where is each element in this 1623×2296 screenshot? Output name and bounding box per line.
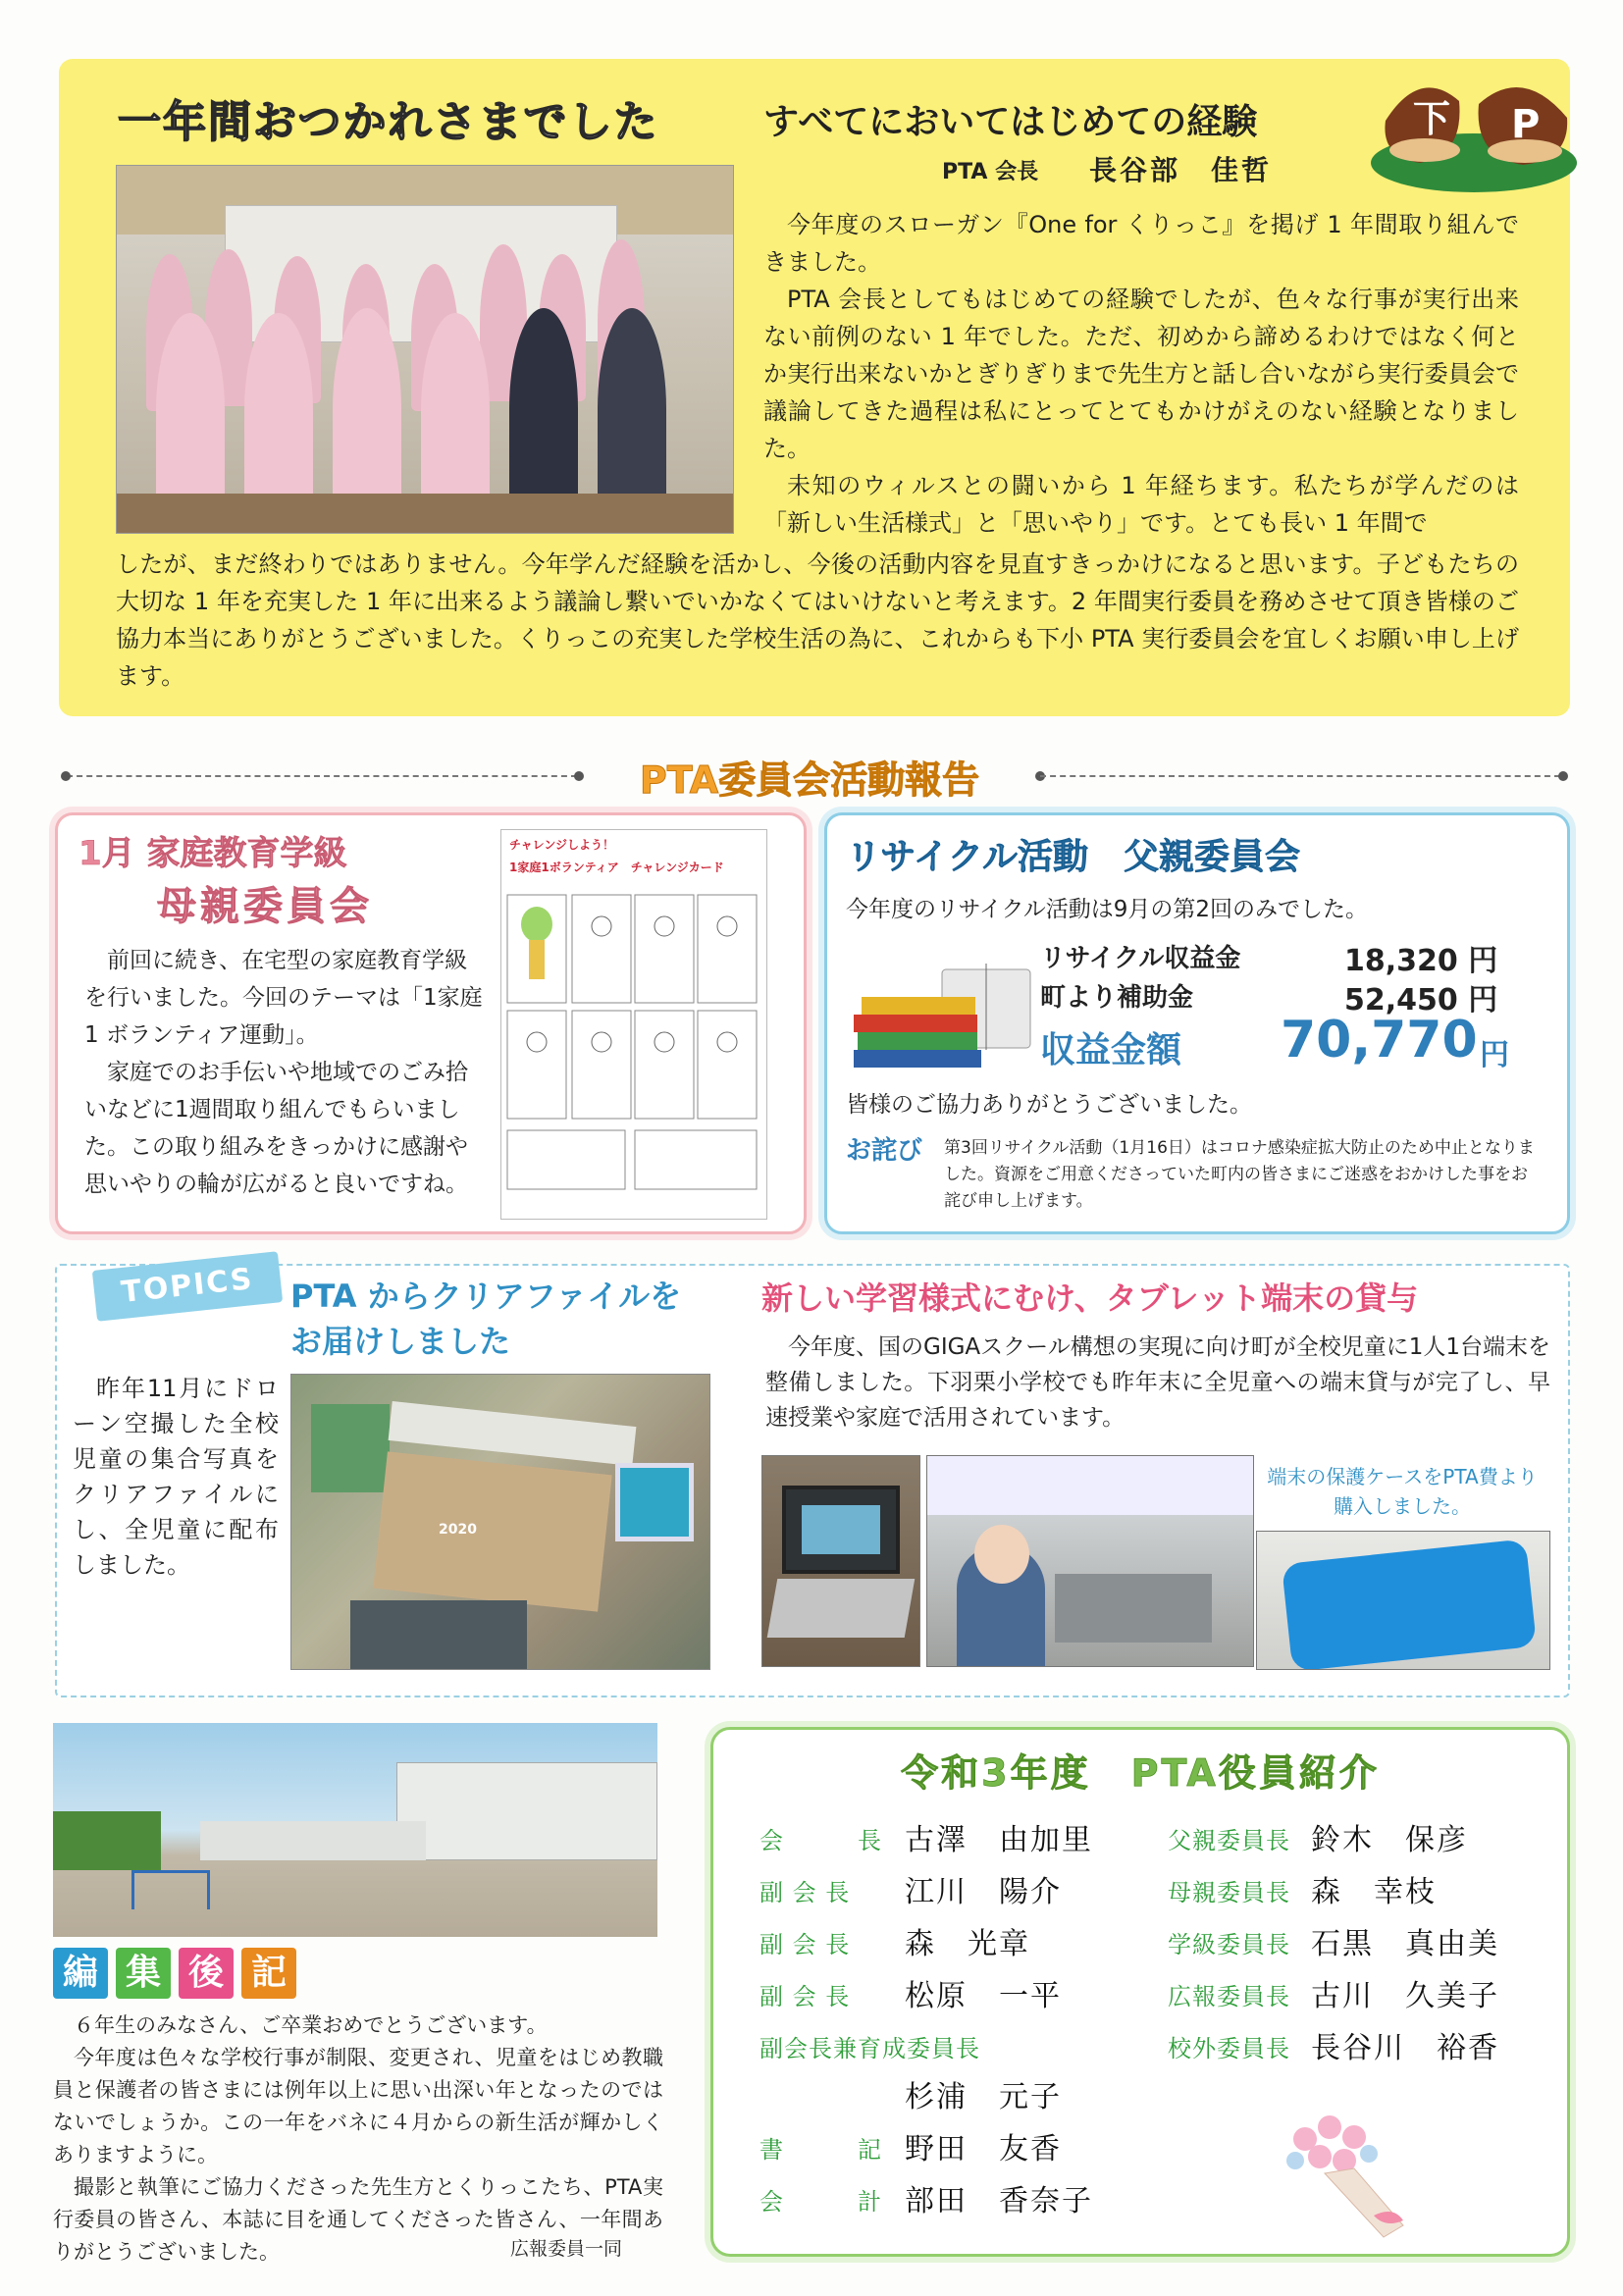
- case-caption: 端末の保護ケースをPTA費より購入しました。: [1267, 1465, 1538, 1518]
- officer-role: 校外委員長: [1168, 2035, 1290, 2062]
- tablet-title: 新しい学習様式にむけ、タブレット端末の貸与: [761, 1279, 1419, 1317]
- divider-right: [1040, 775, 1560, 777]
- divider-left: [67, 775, 577, 777]
- subsidy-label: 町より補助金: [1040, 983, 1194, 1013]
- editor-title-char: 編: [53, 1948, 108, 1999]
- officers-title: 令和3年度 PTA役員紹介: [901, 1751, 1380, 1795]
- officer-role: 副 会 長: [759, 1879, 851, 1906]
- officer-name: 石黒 真由美: [1311, 1927, 1499, 1961]
- message-subtitle: すべてにおいてはじめての経験: [763, 102, 1258, 142]
- committee-group-photo: [116, 165, 734, 534]
- editor-title-char: 後: [179, 1948, 234, 1999]
- card-title: 1家庭1ボランティア チャレンジカード: [509, 861, 724, 874]
- mother-committee-name: 母親委員会: [157, 884, 373, 929]
- author-name: 長谷部 佳哲: [1089, 154, 1273, 186]
- mother-committee-text: [84, 942, 487, 1203]
- page-title: 一年間おつかれさまでした: [118, 97, 659, 147]
- tablet-text: 今年度、国のGIGAスクール構想の実現に向け町が全校児童に1人1台端末を整備しました。下羽栗小学校でも昨年末に全児童への端末貸与が完了し、早速授業や家庭で活用されています。: [765, 1334, 1550, 1431]
- divider-dot: [574, 771, 584, 781]
- officer-role: 副 会 長: [759, 1983, 851, 2010]
- recycle-income-value: 18,320 円: [1344, 944, 1498, 978]
- officer-role: 副 会 長: [759, 1931, 851, 1958]
- drone-year-text: 2020: [439, 1522, 477, 1538]
- classroom-photo: [926, 1455, 1254, 1667]
- officer-name: 江川 陽介: [905, 1875, 1062, 1909]
- apology-text: 第3回リサイクル活動（1月16日）はコロナ感染症拡大防止のため中止となりました。資源をご用意くださっていた町内の皆さまにご迷惑をおかけした事をお詫び申し上げます。: [944, 1138, 1535, 1211]
- editor-paragraph: ６年生のみなさん、ご卒業おめでとうございます。: [74, 2013, 548, 2037]
- officer-name: 部田 香奈子: [905, 2184, 1093, 2218]
- father-thanks: 皆様のご協力ありがとうございました。: [846, 1092, 1252, 1118]
- drone-aerial-photo: [290, 1374, 710, 1670]
- officer-name: 森 幸枝: [1311, 1875, 1437, 1909]
- tablet-case-photo: [1256, 1531, 1550, 1670]
- chestnut-logo-icon: [1366, 47, 1582, 194]
- mother-committee-title: 1月 家庭教育学級: [79, 834, 347, 873]
- editor-paragraph: 撮影と執筆にご協力くださった先生方とくりっこたち、PTA実行委員の皆さん、本誌に目を通してくださった皆さん、一年間ありがとうございました。: [53, 2175, 663, 2264]
- officer-name: 古川 久美子: [1311, 1979, 1499, 2013]
- challenge-card-image: [500, 829, 767, 1220]
- laptop-photo: [761, 1455, 920, 1667]
- divider-dot: [61, 771, 71, 781]
- editor-paragraph: 今年度は色々な学校行事が制限、変更され、児童をはじめ教職員と保護者の皆さまには例年以上に思い出深い年となったのではないでしょうか。この一年をバネに４月からの新生活が輝かしくありますように。: [53, 2046, 663, 2166]
- father-committee-title: リサイクル活動 父親委員会: [846, 837, 1300, 877]
- message-paragraph: 未知のウィルスとの闘いから 1 年経ちます。私たちが学んだのは「新しい生活様式」と「思いやり」です。とても長い 1 年間で: [763, 472, 1519, 537]
- editor-title-char: 記: [241, 1948, 296, 1999]
- logo-right-text: P: [1511, 102, 1541, 147]
- message-paragraph: PTA 会長としてもはじめての経験でしたが、色々な行事が実行出来ない前例のない 1 年でした。ただ、初めから諦めるわけではなく何とか実行出来ないかとぎりぎりまで先生方と話し合いながら実行委員会で議論してきた過程は私にとってとてもかけがえのない経験となりました。: [763, 286, 1519, 462]
- subsidy-value: 52,450 円: [1344, 983, 1498, 1018]
- officer-name: 長谷川 裕香: [1311, 2031, 1499, 2065]
- officer-name: 松原 一平: [905, 1979, 1062, 2013]
- clear-file-title-line1: PTA からクリアファイルを: [290, 1278, 682, 1315]
- officer-role: 母親委員長: [1168, 1879, 1290, 1906]
- mother-paragraph: 前回に続き、在宅型の家庭教育学級を行いました。今回のテーマは「1家庭 1 ボランティア運動」。: [84, 948, 483, 1048]
- logo-left-text: 下: [1413, 97, 1451, 140]
- topics-tag: TOPICS: [92, 1251, 283, 1322]
- author-role: PTA 会長: [942, 160, 1039, 184]
- total-label: 収益金額: [1040, 1030, 1182, 1070]
- officer-name: 杉浦 元子: [905, 2080, 1062, 2114]
- apology-label: お詫び: [846, 1136, 923, 1166]
- books-icon: [854, 960, 1040, 1070]
- card-heading: チャレンジしよう！: [509, 838, 615, 852]
- school-building-photo: [53, 1723, 657, 1937]
- mother-paragraph: 家庭でのお手伝いや地域でのごみ拾いなどに1週間取り組んでもらいました。この取り組みをきっかけに感謝や思いやりの輪が広がると良いですね。: [84, 1060, 468, 1197]
- total-value: 70,770: [1281, 1011, 1478, 1070]
- officer-role: 副会長兼育成委員長: [759, 2035, 980, 2062]
- officer-role: 広報委員長: [1168, 1983, 1290, 2010]
- editor-note-text: [53, 2009, 663, 2269]
- clear-file-title: [290, 1274, 681, 1364]
- officer-name: 鈴木 保彦: [1311, 1823, 1468, 1857]
- officer-role: 書 記: [759, 2136, 882, 2164]
- message-text-upper: [763, 206, 1519, 542]
- officer-name: 古澤 由加里: [905, 1823, 1093, 1857]
- editor-note-title: [53, 1948, 304, 1999]
- officer-name: 野田 友香: [905, 2132, 1062, 2166]
- message-text-lower: したが、まだ終わりではありません。今年学んだ経験を活かし、今後の活動内容を見直すきっかけになると思います。子どもたちの大切な 1 年を充実した 1 年に出来るよう議論し繋いでいかなくてはいけないと考えます。2 年間実行委員を務めさせて頂き皆様のご協力本当にありがとうございました。くりっこの充実した学校生活の為に、これからも下小 PTA 実行委員会を宜しくお願い申し上げます。: [116, 550, 1519, 690]
- officer-name: 森 光章: [905, 1927, 1030, 1961]
- clear-file-text: 昨年11月にドローン空撮した全校児童の集合写真をクリアファイルにし、全児童に配布しました。: [73, 1375, 279, 1579]
- editor-title-char: 集: [116, 1948, 171, 1999]
- message-paragraph: 今年度のスローガン『One for くりっこ』を掲げ 1 年間取り組んできました。: [763, 211, 1519, 276]
- editor-signature: 広報委員一同: [510, 2238, 623, 2260]
- section-title: PTA委員会活動報告: [639, 758, 980, 802]
- card-grid-icon: [501, 875, 766, 1209]
- recycle-intro: 今年度のリサイクル活動は9月の第2回のみでした。: [846, 897, 1369, 922]
- flower-bouquet-icon: [1266, 2100, 1442, 2247]
- officer-role: 会 計: [759, 2188, 882, 2216]
- total-unit: 円: [1480, 1038, 1509, 1072]
- recycle-income-label: リサイクル収益金: [1040, 944, 1241, 973]
- clear-file-title-line2: お届けしました: [290, 1323, 511, 1360]
- divider-dot: [1558, 771, 1568, 781]
- officer-role: 学級委員長: [1168, 1931, 1290, 1958]
- officer-role: 会 長: [759, 1827, 882, 1854]
- officer-role: 父親委員長: [1168, 1827, 1290, 1854]
